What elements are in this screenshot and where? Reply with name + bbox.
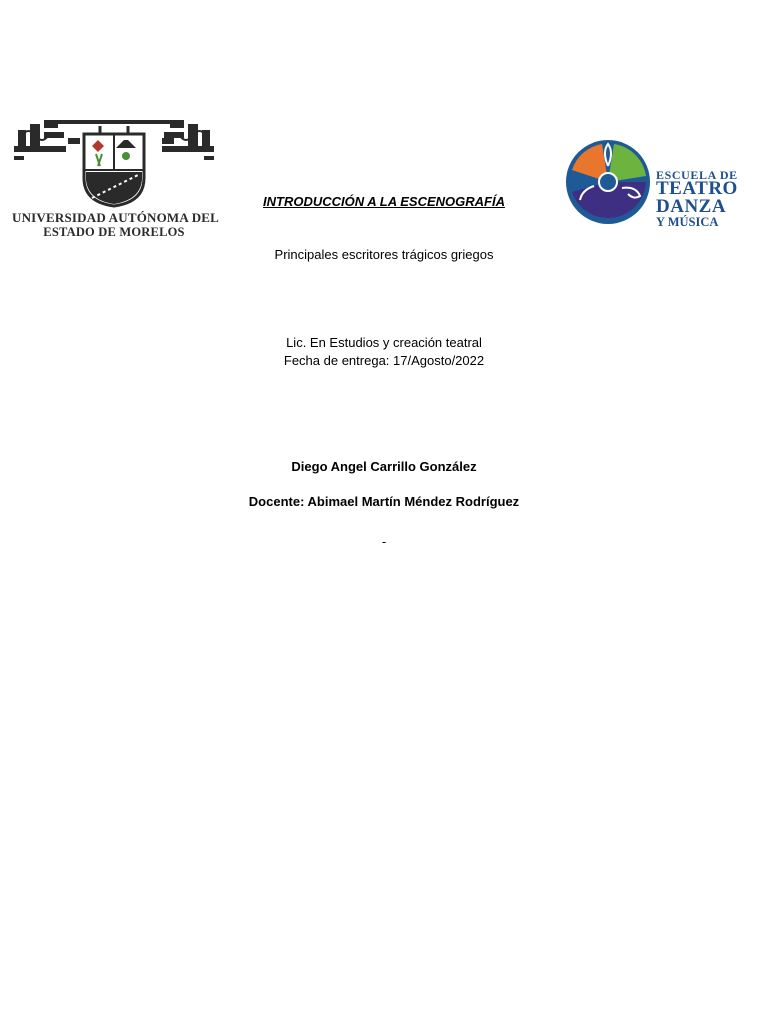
document-title: INTRODUCCIÓN A LA ESCENOGRAFÍA bbox=[263, 194, 505, 209]
university-state: ESTADO DE MORELOS bbox=[43, 225, 185, 239]
school-emblem-icon bbox=[562, 136, 654, 232]
school-logo bbox=[562, 128, 740, 248]
school-line1: ESCUELA DE bbox=[656, 168, 738, 182]
degree-program: Lic. En Estudios y creación teatral bbox=[286, 335, 482, 350]
school-line2: TEATRO bbox=[656, 178, 738, 199]
school-line3: DANZA bbox=[656, 196, 727, 217]
document-subtitle: Principales escritores trágicos griegos bbox=[274, 247, 494, 262]
student-name: Diego Angel Carrillo González bbox=[291, 459, 477, 474]
university-name: UNIVERSIDAD AUTÓNOMA DEL bbox=[12, 210, 220, 225]
delivery-date: Fecha de entrega: 17/Agosto/2022 bbox=[283, 353, 485, 368]
dash-separator: - bbox=[381, 534, 387, 549]
school-line4: Y MÚSICA bbox=[656, 215, 719, 229]
teacher-name: Docente: Abimael Martín Méndez Rodríguez bbox=[248, 494, 520, 509]
university-logo bbox=[12, 118, 220, 240]
